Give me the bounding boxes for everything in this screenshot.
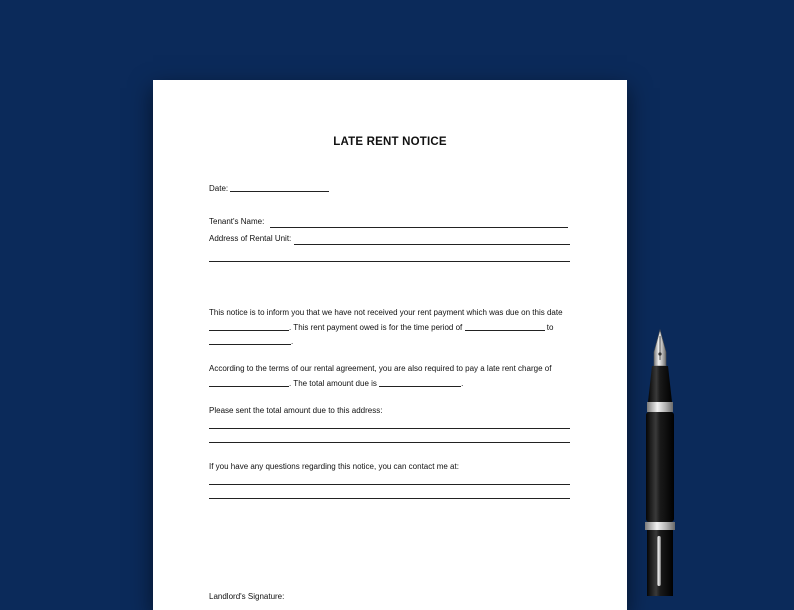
para1-line2	[209, 322, 553, 333]
tenant-label: Tenant's Name:	[209, 217, 265, 226]
address-blank-2	[209, 261, 570, 262]
total-due-blank	[379, 378, 464, 388]
due-date-blank	[209, 322, 289, 331]
date-line	[209, 183, 329, 194]
para1-mid: . This rent payment owed is for the time period of	[289, 323, 463, 332]
document-title: LATE RENT NOTICE	[333, 136, 447, 148]
para2-line2	[209, 378, 463, 389]
late-charge-blank	[209, 378, 289, 387]
para1-line3	[209, 336, 293, 347]
send-address-line-1	[209, 428, 570, 429]
date-blank	[230, 183, 329, 192]
document-page	[153, 80, 627, 610]
para1-line1: This notice is to inform you that we have not received your rent payment which was due on this date	[209, 308, 563, 317]
fountain-pen-icon	[628, 326, 692, 596]
send-label: Please sent the total amount due to this address:	[209, 406, 383, 415]
para1-end: .	[291, 337, 294, 346]
contact-line-1	[209, 484, 570, 485]
address-blank	[294, 244, 570, 245]
signature-label: Landlord's Signature:	[209, 592, 285, 601]
address-label: Address of Rental Unit:	[209, 234, 292, 243]
contact-label: If you have any questions regarding this notice, you can contact me at:	[209, 462, 459, 471]
para1-to: to	[546, 323, 554, 332]
tenant-line	[209, 217, 264, 227]
para2-line1: According to the terms of our rental agreement, you are also required to pay a late rent charge of	[209, 364, 552, 373]
tenant-blank	[270, 227, 568, 228]
period-start-blank	[465, 322, 545, 331]
contact-line-2	[209, 498, 570, 499]
date-label: Date:	[209, 184, 229, 193]
period-end-blank	[209, 336, 294, 346]
address-line	[209, 234, 291, 244]
send-address-line-2	[209, 442, 570, 443]
para2-end: .	[461, 379, 464, 388]
para2-mid: . The total amount due is	[289, 379, 377, 388]
